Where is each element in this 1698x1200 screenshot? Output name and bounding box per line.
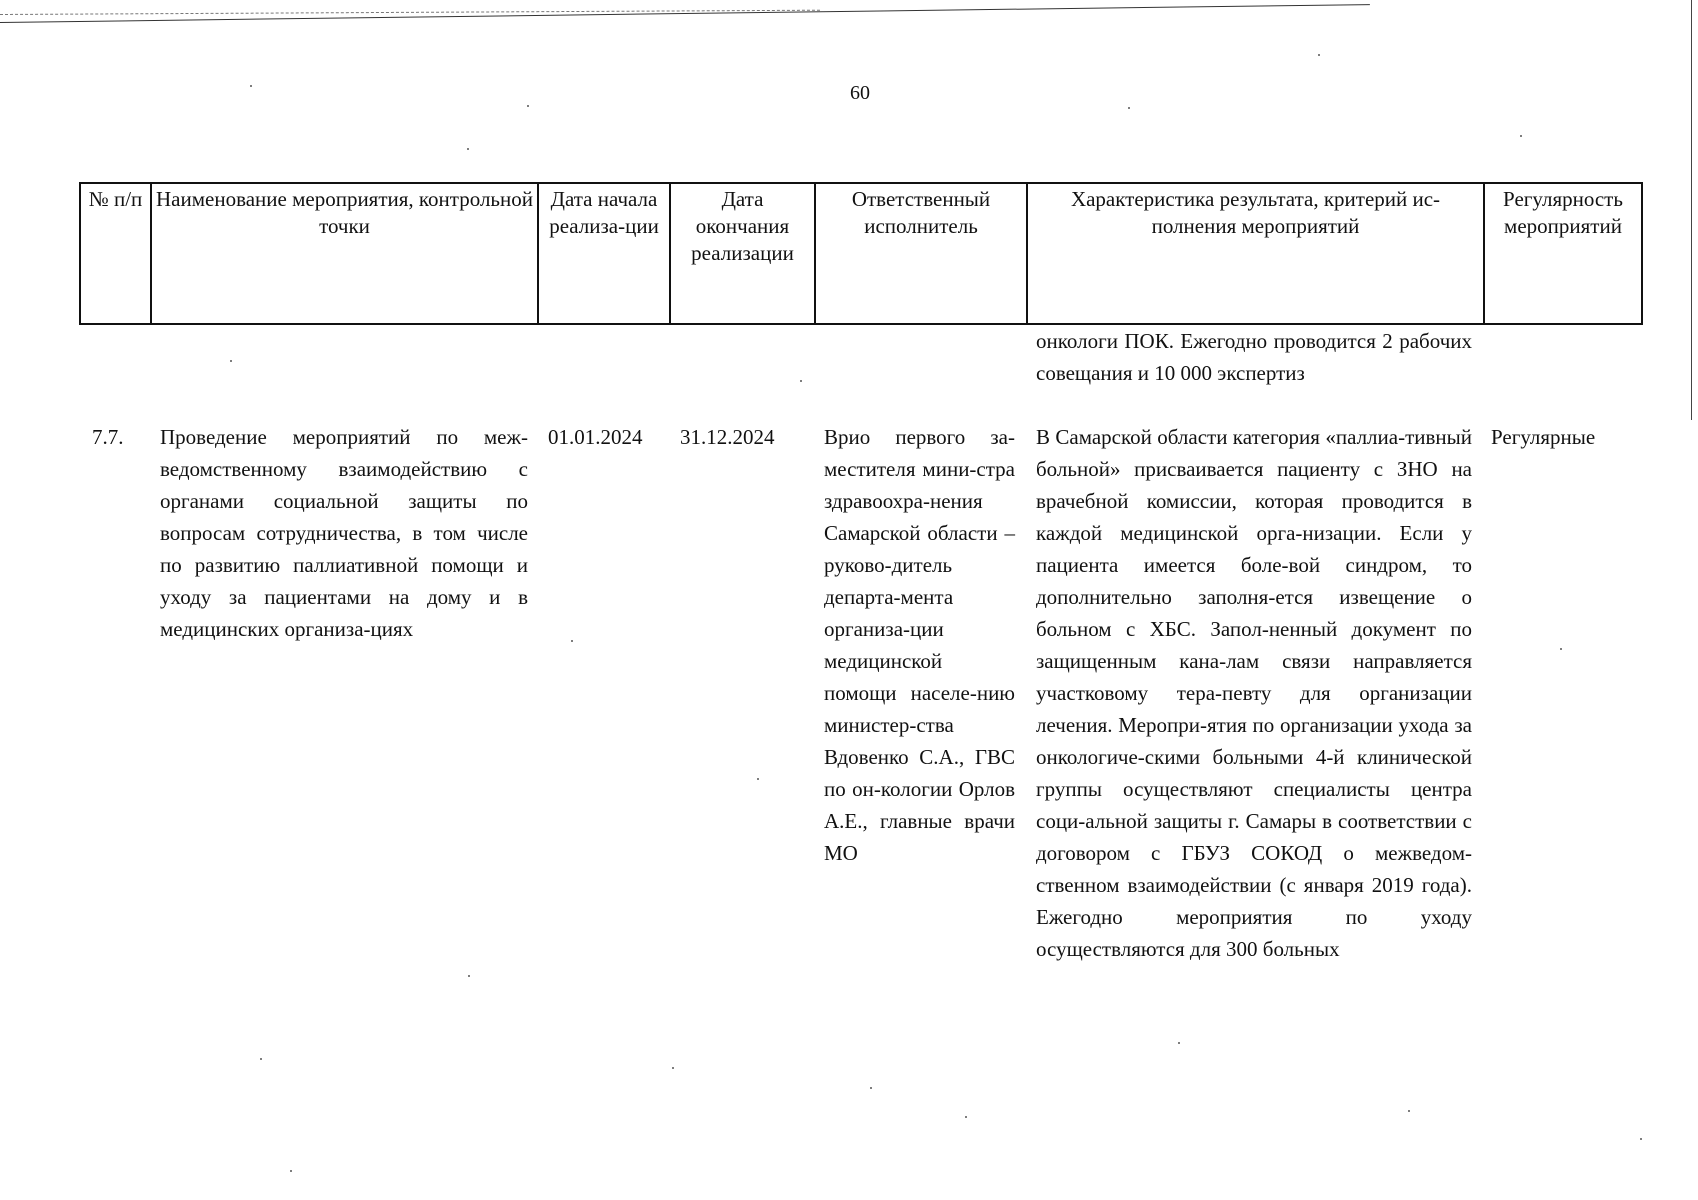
scan-speck <box>757 778 759 780</box>
header-responsible: Ответственный исполнитель <box>815 183 1027 324</box>
header-end-date: Дата окончания реализации <box>670 183 815 324</box>
scan-speck <box>800 380 802 382</box>
row-responsible: Врио первого за-местителя мини-стра здравоохра-нения Самарской области – руково-дитель департа-мента организа-ции медицинской помощи населе-нию министер-ства Вдовенко С.А., ГВС по он-кологии Орлов А.Е., главные врачи МО <box>824 425 1015 865</box>
scan-speck <box>1408 1110 1410 1112</box>
scan-speck <box>672 1067 674 1069</box>
header-row <box>80 183 1642 324</box>
scan-speck <box>1520 135 1522 137</box>
scan-speck <box>230 360 232 362</box>
row-start-date: 01.01.2024 <box>548 425 643 449</box>
header-name: Наименование мероприятия, контрольной точки <box>151 183 538 324</box>
table-header <box>79 182 1643 325</box>
scan-speck <box>1318 54 1320 56</box>
header-number: № п/п <box>80 183 151 324</box>
row-end-date: 31.12.2024 <box>680 425 775 449</box>
scan-artifact-edge <box>1691 0 1692 420</box>
row-number: 7.7. <box>92 425 124 449</box>
scan-speck <box>1560 648 1562 650</box>
scan-speck <box>468 975 470 977</box>
scan-speck <box>467 148 469 150</box>
scan-speck <box>1178 1042 1180 1044</box>
scan-speck <box>965 1116 967 1118</box>
scan-speck <box>571 640 573 642</box>
scan-speck <box>870 1087 872 1089</box>
header-result: Характеристика результата, критерий ис-полнения мероприятий <box>1027 183 1484 324</box>
row-event-name: Проведение мероприятий по меж-ведомственному взаимодействию с органами социальной защиты по вопросам сотрудничества, в том числе по развитию паллиативной помощи и уходу за пациентами на дому и в медицинских организа-циях <box>160 425 528 641</box>
scan-speck <box>260 1058 262 1060</box>
row-regularity: Регулярные <box>1491 425 1596 449</box>
scan-speck <box>290 1170 292 1172</box>
scan-speck <box>1640 1138 1642 1140</box>
scan-speck <box>527 105 529 107</box>
scan-speck <box>1128 107 1130 109</box>
scan-speck <box>250 85 252 87</box>
continued-result-text: онкологи ПОК. Ежегодно проводится 2 рабочих совещания и 10 000 экспертиз <box>1036 329 1472 385</box>
row-result: В Самарской области категория «паллиа-тивный больной» присваивается пациенту с ЗНО на врачебной комиссии, которая проводится в каждой медицинской орга-низации. Если у пациента имеется боле-вой синдром, то дополнительно заполня-ется извещение о больном с ХБС. Запол-ненный документ по защищенным кана-лам связи направляется участковому тера-певту для организации лечения. Меропри-ятия по организации ухода за онкологиче-скими больными 4-й клинической группы осуществляют специалисты центра соци-альной защиты г. Самары в соответствии с договором с ГБУЗ СОКОД о межведом-ственном взаимодействии (с января 2019 года). Ежегодно мероприятия по уходу осуществляются для 300 больных <box>1036 425 1472 961</box>
page-number: 60 <box>850 82 870 104</box>
header-start-date: Дата начала реализа-ции <box>538 183 670 324</box>
header-regularity: Регулярность мероприятий <box>1484 183 1642 324</box>
